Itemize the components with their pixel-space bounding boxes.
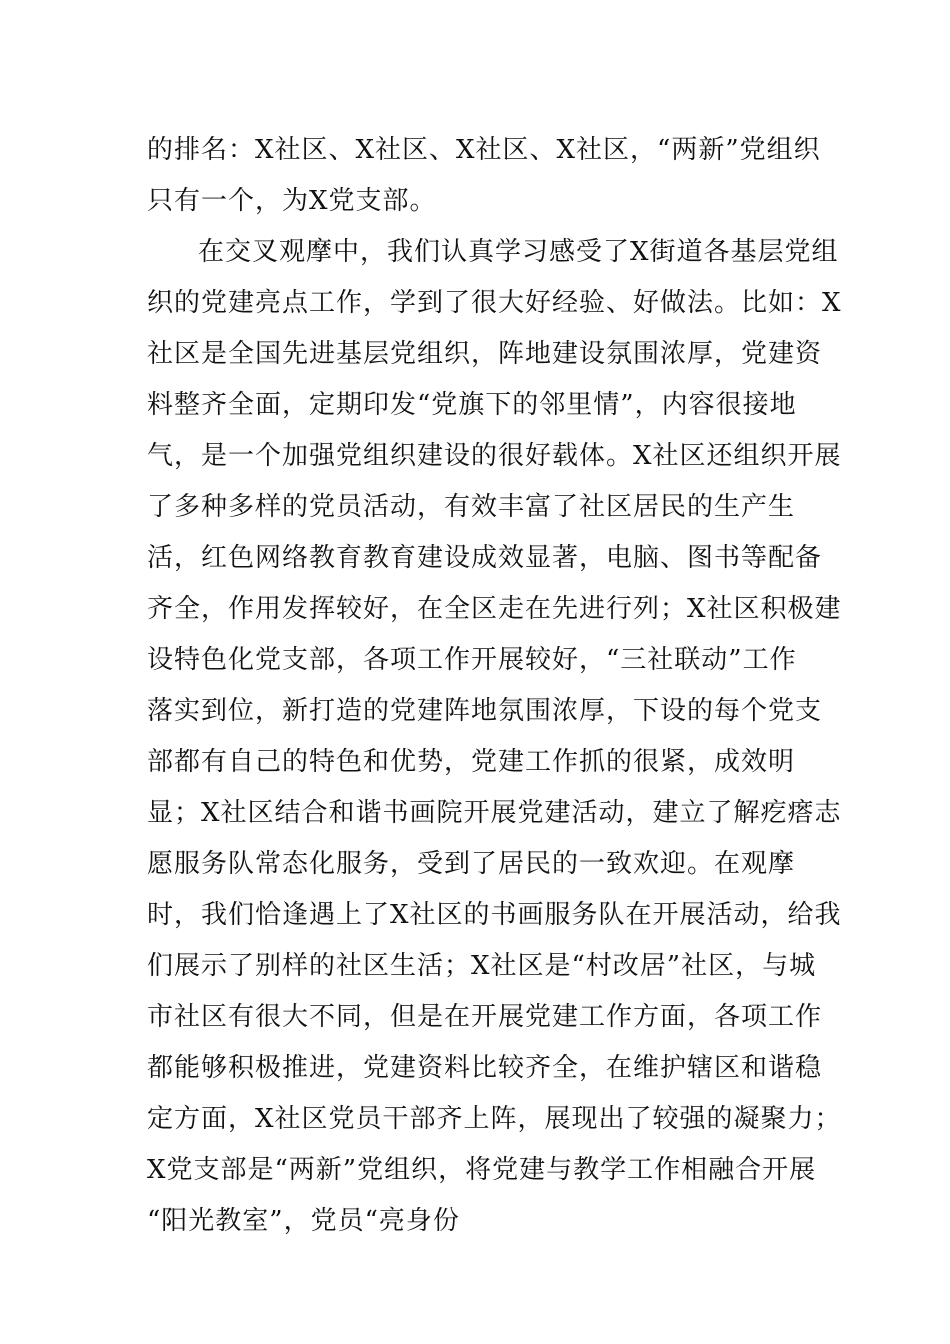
text-line: 部都有自己的特色和优势，党建工作抓的很紧，成效明 xyxy=(147,747,796,777)
text-line: 时，我们恰逢遇上了X社区的书画服务队在开展活动，给我 xyxy=(147,900,842,930)
text-line: 设特色化党支部，各项工作开展较好，“三社联动”工作 xyxy=(147,645,797,675)
text-line: 只有一个，为X党支部。 xyxy=(147,186,437,216)
text-line: 活，红色网络教育教育建设成效显著，电脑、图书等配备 xyxy=(147,543,823,573)
text-line: 气，是一个加强党组织建设的很好载体。X社区还组织开展 xyxy=(147,441,842,471)
text-line: 落实到位，新打造的党建阵地氛围浓厚，下设的每个党支 xyxy=(147,696,823,726)
text-line: “阳光教室”，党员“亮身份 xyxy=(147,1206,460,1236)
text-line: X党支部是“两新”党组织，将党建与教学工作相融合开展 xyxy=(147,1155,817,1185)
text-line: 愿服务队常态化服务，受到了居民的一致欢迎。在观摩 xyxy=(147,849,796,879)
text-line: 的排名：X社区、X社区、X社区、X社区，“两新”党组织 xyxy=(147,135,821,165)
text-line: 料整齐全面，定期印发“党旗下的邻里情”，内容很接地 xyxy=(147,390,797,420)
text-line: 齐全，作用发挥较好，在全区走在先进行列；X社区积极建 xyxy=(147,594,842,624)
paragraph-first-line: 在交叉观摩中，我们认真学习感受了X街道各基层党组 xyxy=(198,237,839,267)
text-line: 都能够积极推进，党建资料比较齐全，在维护辖区和谐稳 xyxy=(147,1053,823,1083)
text-line: 市社区有很大不同，但是在开展党建工作方面，各项工作 xyxy=(147,1002,823,1032)
text-line: 们展示了别样的社区生活；X社区是“村改居”社区，与城 xyxy=(147,951,817,981)
text-line: 定方面，X社区党员干部齐上阵，展现出了较强的凝聚力； xyxy=(147,1104,842,1134)
text-line: 了多种多样的党员活动，有效丰富了社区居民的生产生 xyxy=(147,492,796,522)
text-line: 社区是全国先进基层党组织，阵地建设氛围浓厚，党建资 xyxy=(147,339,823,369)
text-line: 织的党建亮点工作，学到了很大好经验、好做法。比如：X xyxy=(147,288,842,318)
text-line: 显；X社区结合和谐书画院开展党建活动，建立了解疙瘩志 xyxy=(147,798,842,828)
